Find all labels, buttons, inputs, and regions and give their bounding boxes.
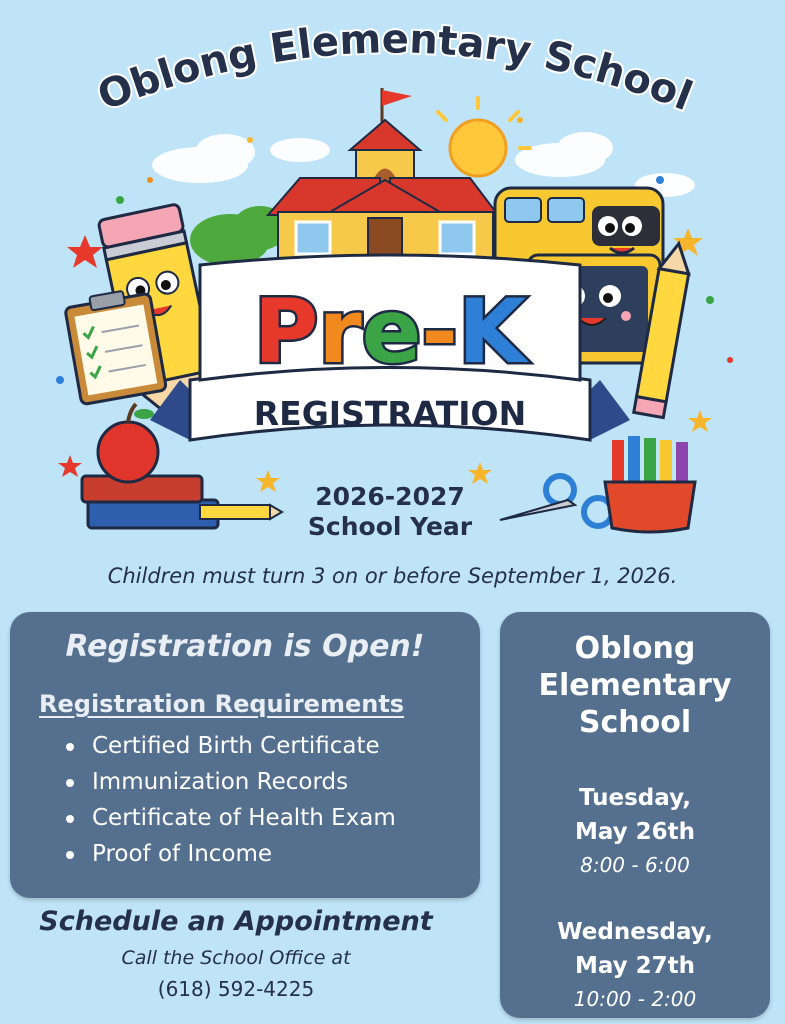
requirement-text: Immunization Records [92,769,349,795]
requirement-text: Proof of Income [92,841,273,867]
registration-date [500,915,770,1011]
prek-letter-p: P [253,280,319,383]
list-item [66,836,480,872]
registration-open-heading: Registration is Open! [65,629,425,664]
list-item [66,728,480,764]
prek-dash: - [421,280,458,383]
date-date: May 27th [574,953,696,979]
registration-panel [10,612,480,898]
sun-icon [438,98,530,176]
requirements-heading: Registration Requirements [39,690,405,718]
registration-date [500,781,770,877]
requirement-text: Certificate of Health Exam [92,805,396,831]
prek-letter-e: e [361,280,422,383]
scissors-icon [500,476,612,526]
phone-number: (618) 592-4225 [157,977,315,1001]
requirement-text: Certified Birth Certificate [92,733,380,759]
school-name-line: Elementary [538,668,732,703]
date-date: May 26th [574,819,696,845]
school-name-line: School [578,705,692,740]
prek-letter-k: K [457,280,527,383]
crayon-cup-icon [605,436,695,532]
school-year-label: School Year [307,512,473,541]
schedule-section [0,906,472,1001]
list-item [66,764,480,800]
dates-panel [500,612,770,1018]
schedule-heading: Schedule an Appointment [39,906,433,937]
date-day: Tuesday, [578,785,692,811]
eligibility-note: Children must turn 3 on or before September 1, 2026. [107,564,678,588]
list-item [66,800,480,836]
date-time: 10:00 - 2:00 [573,987,697,1011]
schedule-instruction: Call the School Office at [121,947,351,969]
date-time: 8:00 - 6:00 [580,853,690,877]
schoolhouse-icon [268,88,498,272]
panel-school-name [500,630,770,741]
date-day: Wednesday, [557,919,713,945]
requirements-list [10,728,480,872]
school-name-line: Oblong [574,631,696,666]
school-year-range: 2026-2027 [315,482,465,511]
registration-banner-text: REGISTRATION [253,394,527,433]
prek-title [254,280,529,383]
prek-letter-r: r [318,280,362,383]
school-title: Oblong Elementary School [91,16,699,121]
clipboard-icon [64,286,167,404]
